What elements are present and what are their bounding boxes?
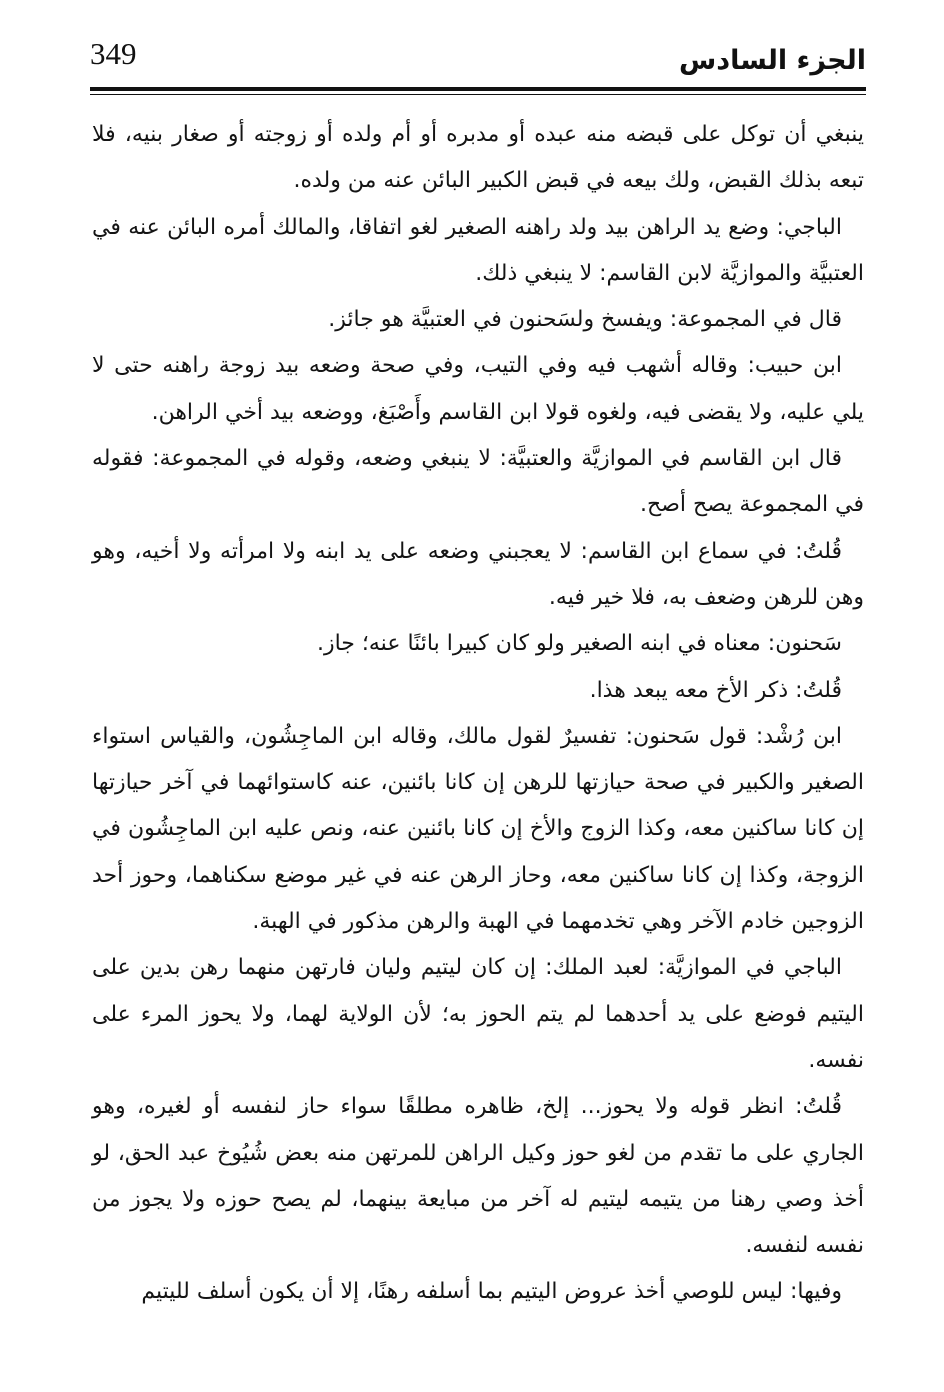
- body-text: [92, 112, 864, 1316]
- paragraph: سَحنون: معناه في ابنه الصغير ولو كان كبيرا بائنًا عنه؛ جاز.: [316, 631, 842, 657]
- paragraph: الباجي: وضع يد الراهن بيد ولد راهنه الصغير لغو اتفاقا، والمالك أمره البائن عنه في العتبيَّة والموازيَّة لابن القاسم: لا ينبغي ذلك.: [92, 214, 864, 286]
- header-rule-thin: [90, 94, 866, 95]
- paragraph: وفيها: ليس للوصي أخذ عروض اليتيم بما أسلفه رهنًا، إلا أن يكون أسلف لليتيم: [141, 1279, 842, 1305]
- paragraph: قُلتُ: في سماع ابن القاسم: لا يعجبني وضعه على يد ابنه ولا امرأته ولا أخيه، وهو وهن للرهن وضعف به، فلا خير فيه.: [92, 538, 864, 610]
- page-header: [90, 34, 866, 86]
- paragraph: ابن حبيب: وقاله أشهب فيه وفي التيب، وفي صحة وضعه بيد زوجة راهنه حتى لا يلي عليه، ولا يقضى فيه، ولغوه قولا ابن القاسم وأَصْبَغ، ووضعه بيد أخي الراهن.: [92, 353, 864, 425]
- header-rule-thick: [90, 87, 866, 91]
- running-title: الجزء السادس: [679, 45, 866, 76]
- paragraph: الباجي في الموازيَّة: لعبد الملك: إن كان ليتيم وليان فارتهن منهما رهن بدين على اليتيم فوضع على يد أحدهما لم يتم الحوز به؛ لأن الولاية لهما، ولا يحوز المرء على نفسه.: [92, 955, 864, 1073]
- paragraph: ينبغي أن توكل على قبضه منه عبده أو مدبره أو أم ولده أو زوجته أو صغار بنيه، فلا تبعه بذلك القبض، ولك بيعه في قبض الكبير البائن عنه من ولده.: [92, 122, 864, 194]
- paragraph: قال في المجموعة: ويفسخ ولسَحنون في العتبيَّة هو جائز.: [328, 307, 842, 333]
- paragraph: قال ابن القاسم في الموازيَّة والعتبيَّة: لا ينبغي وضعه، وقوله في المجموعة: فقوله في المجموعة يصح أصح.: [92, 446, 864, 518]
- paragraph: ابن رُشْد: قول سَحنون: تفسيرٌ لقول مالك، وقاله ابن الماجِشُون، والقياس استواء الصغير والكبير في صحة حيازتها للرهن إن كانا بائنين، عنه كاستوائهما في آخر حيازتها إن كانا ساكنين معه، وكذا الزوج والأخ إن كانا بائنين عنه، ونص عليه ابن الماجِشُون في الزوجة، وكذا إن كانا ساكنين معه، وحاز الرهن عنه في غير موضع سكناهما، وحوز أحد الزوجين خادم الآخر وهي تخدمهما في الهبة والرهن مذكور في الهبة.: [92, 723, 864, 935]
- paragraph: قُلتُ: ذكر الأخ معه يبعد هذا.: [589, 677, 842, 703]
- paragraph: قُلتُ: انظر قوله ولا يحوز... إلخ، ظاهره مطلقًا سواء حاز لنفسه أو لغيره، وهو الجاري على ما تقدم من لغو حوز وكيل الراهن للمرتهن منه بعض شُيُوخ عبد الحق، لو أخذ وصي رهنا من يتيمه ليتيم له آخر من مبايعة بينهما، لم يصح حوزه ولا يجوز من نفسه لنفسه.: [92, 1094, 864, 1259]
- page-number: 349: [90, 36, 137, 71]
